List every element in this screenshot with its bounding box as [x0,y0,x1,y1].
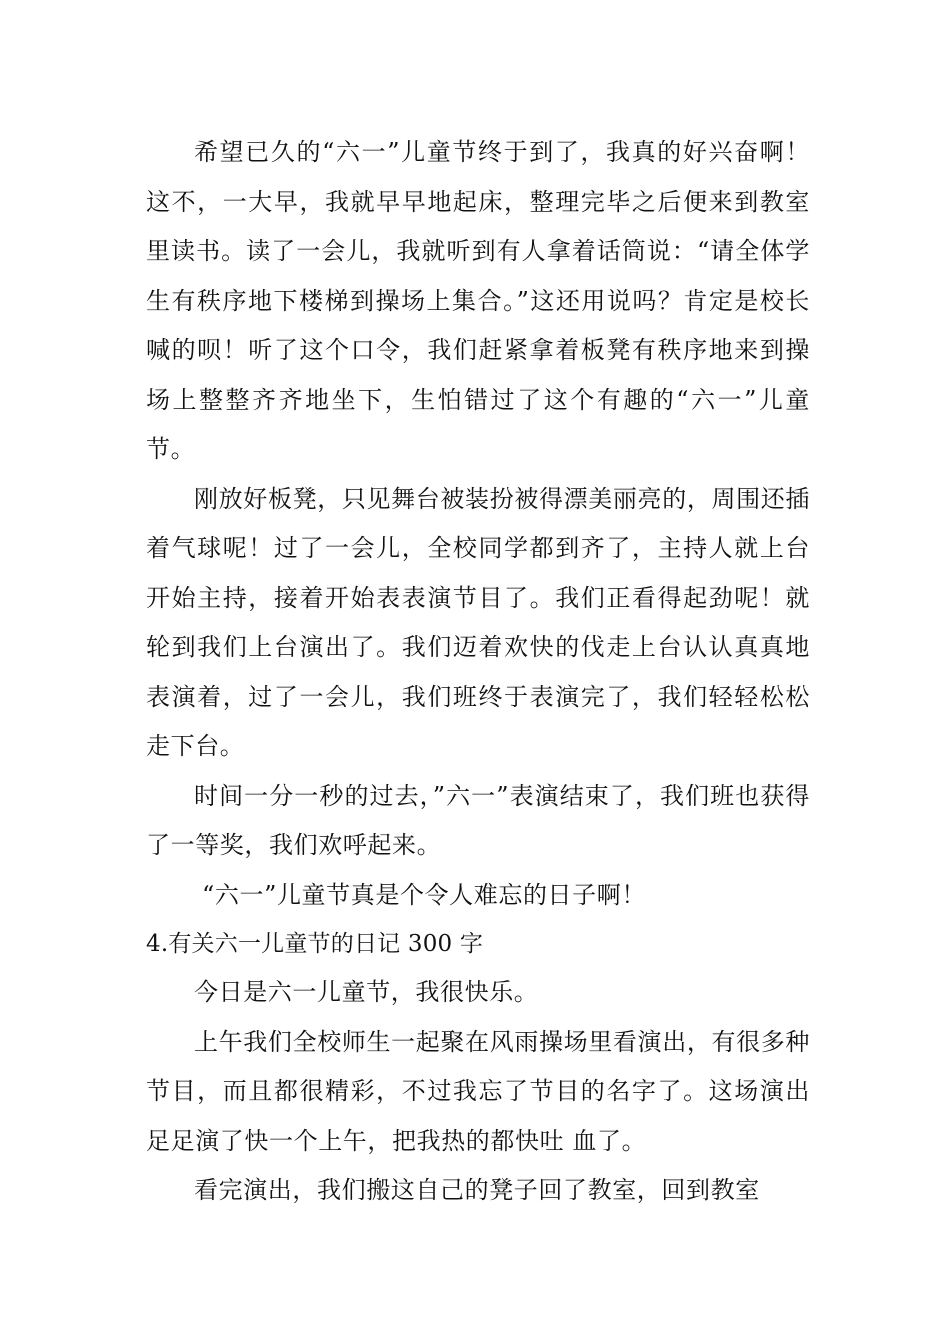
section-heading: 4.有关六一儿童节的日记 300 字 [146,931,484,957]
section-paragraph-performance: 上午我们全校师生一起聚在风雨操场里看演出，有很多种节目，而且都很精彩，不过我忘了节目的名字了。这场演出足足演了快一个上午，把我热的都快吐 血了。 [146,1027,810,1155]
section-paragraph-intro: 今日是六一儿童节，我很快乐。 [194,978,539,1006]
paragraph-award: 时间一分一秒的过去，”六一”表演结束了，我们班也获得了一等奖，我们欢呼起来。 [146,781,810,859]
paragraph-closing: “六一”儿童节真是个令人难忘的日子啊！ [202,880,646,909]
paragraph-stage: 刚放好板凳，只见舞台被装扮被得漂美丽亮的，周围还插着气球呢！过了一会儿，全校同学都到齐了，主持人就上台开始主持，接着开始表表演节目了。我们正看得起劲呢！就轮到我们上台演出了。我们迈着欢快的伐走上台认认真真地表演着，过了一会儿，我们班终于表演完了，我们轻轻松松走下台。 [146,484,810,760]
paragraph-opening: 希望已久的“六一”儿童节终于到了，我真的好兴奋啊！这不，一大早，我就早早地起床，整理完毕之后便来到教室里读书。读了一会儿，我就听到有人拿着话筒说：“请全体学生有秩序地下楼梯到操场上集合。”这还用说吗？肯定是校长喊的呗！听了这个口令，我们赶紧拿着板凳有秩序地来到操场上整整齐齐地坐下，生怕错过了这个有趣的“六一”儿童节。 [146,138,810,463]
document-body [146,128,810,1216]
section-paragraph-return: 看完演出，我们搬这自己的凳子回了教室，回到教室 [194,1176,760,1204]
